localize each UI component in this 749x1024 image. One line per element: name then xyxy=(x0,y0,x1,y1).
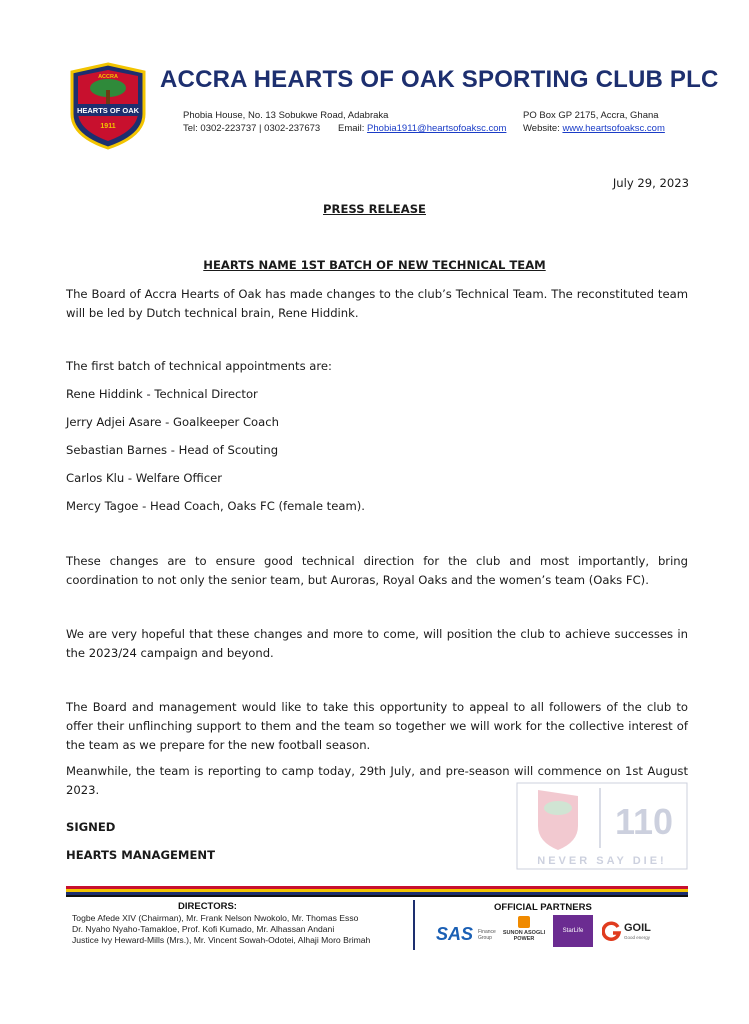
watermark-number: 110 xyxy=(614,801,674,842)
appointment-item: Sebastian Barnes - Head of Scouting xyxy=(66,443,279,457)
sas-logo: SAS Finance Group xyxy=(436,924,496,944)
hopeful-paragraph: We are very hopeful that these changes and more to come, will position the club to achieve successes in the 2023/24 campaign and beyond. xyxy=(66,627,688,660)
camp-paragraph: Meanwhile, the team is reporting to camp today, 29th July, and pre-season will commence on 1st August 2023. xyxy=(66,764,688,797)
club-crest-logo xyxy=(68,62,148,150)
goil-logo: GOIL Good energy xyxy=(602,920,652,944)
appointments-intro: The first batch of technical appointments are: xyxy=(66,359,332,373)
appointment-item: Carlos Klu - Welfare Officer xyxy=(66,471,222,485)
appointment-item: Mercy Tagoe - Head Coach, Oaks FC (female team). xyxy=(66,499,365,513)
watermark-motto: NEVER SAY DIE! xyxy=(537,855,667,867)
starlife-logo: StarLife xyxy=(553,915,593,947)
header-address: Phobia House, No. 13 Sobukwe Road, Adabraka xyxy=(183,110,389,121)
email-link[interactable]: Phobia1911@heartsofoaksc.com xyxy=(367,123,507,134)
changes-paragraph: These changes are to ensure good technical direction for the club and most importantly, bring coordination to not only the senior team, but Auroras, Royal Oaks and the women’s team (Oaks FC). xyxy=(66,554,688,587)
press-release-heading: PRESS RELEASE xyxy=(323,202,426,216)
directors-line: Justice Ivy Heward-Mills (Mrs.), Mr. Vincent Sowah-Odotei, Alhaji Moro Brimah xyxy=(72,935,371,945)
appeal-paragraph: The Board and management would like to take this opportunity to appeal to all followers of the club to offer their unflinching support to them and the team so together we will work for the collective interest of the team as we prepare for the new football season. xyxy=(66,700,688,752)
signed-label: SIGNED xyxy=(66,820,116,834)
appointment-item: Rene Hiddink - Technical Director xyxy=(66,387,258,401)
website-label: Website: xyxy=(523,123,560,134)
directors-line: Togbe Afede XIV (Chairman), Mr. Frank Nelson Nwokolo, Mr. Thomas Esso xyxy=(72,913,359,923)
header-po-box: PO Box GP 2175, Accra, Ghana xyxy=(523,110,659,121)
intro-paragraph: The Board of Accra Hearts of Oak has made changes to the club’s Technical Team. The reconstituted team will be led by Dutch technical brain, Rene Hiddink. xyxy=(66,287,688,320)
appointment-item: Jerry Adjei Asare - Goalkeeper Coach xyxy=(66,415,279,429)
directors-line: Dr. Nyaho Nyaho-Tamakloe, Prof. Kofi Kumado, Mr. Alhassan Andani xyxy=(72,924,335,934)
directors-title: DIRECTORS: xyxy=(178,901,237,912)
header-email-row xyxy=(338,123,506,134)
svg-text:HEARTS OF OAK: HEARTS OF OAK xyxy=(76,106,140,115)
partners-title: OFFICIAL PARTNERS xyxy=(494,902,592,913)
header-website-row xyxy=(523,123,665,134)
anniversary-watermark xyxy=(516,782,688,870)
headline: HEARTS NAME 1ST BATCH OF NEW TECHNICAL TEAM xyxy=(203,258,546,272)
letter-date: July 29, 2023 xyxy=(612,176,689,190)
signatory: HEARTS MANAGEMENT xyxy=(66,848,215,862)
org-name: ACCRA HEARTS OF OAK SPORTING CLUB PLC xyxy=(160,66,719,93)
sunon-asogli-logo: SUNON ASOGLI POWER xyxy=(500,916,548,948)
svg-text:1911: 1911 xyxy=(100,123,116,130)
header-tel: Tel: 0302-223737 | 0302-237673 xyxy=(183,123,321,134)
footer-divider xyxy=(413,900,415,950)
email-label: Email: xyxy=(338,123,365,134)
footer-color-stripes xyxy=(66,886,688,898)
svg-text:ACCRA: ACCRA xyxy=(98,74,118,80)
website-link[interactable]: www.heartsofoaksc.com xyxy=(562,123,665,134)
